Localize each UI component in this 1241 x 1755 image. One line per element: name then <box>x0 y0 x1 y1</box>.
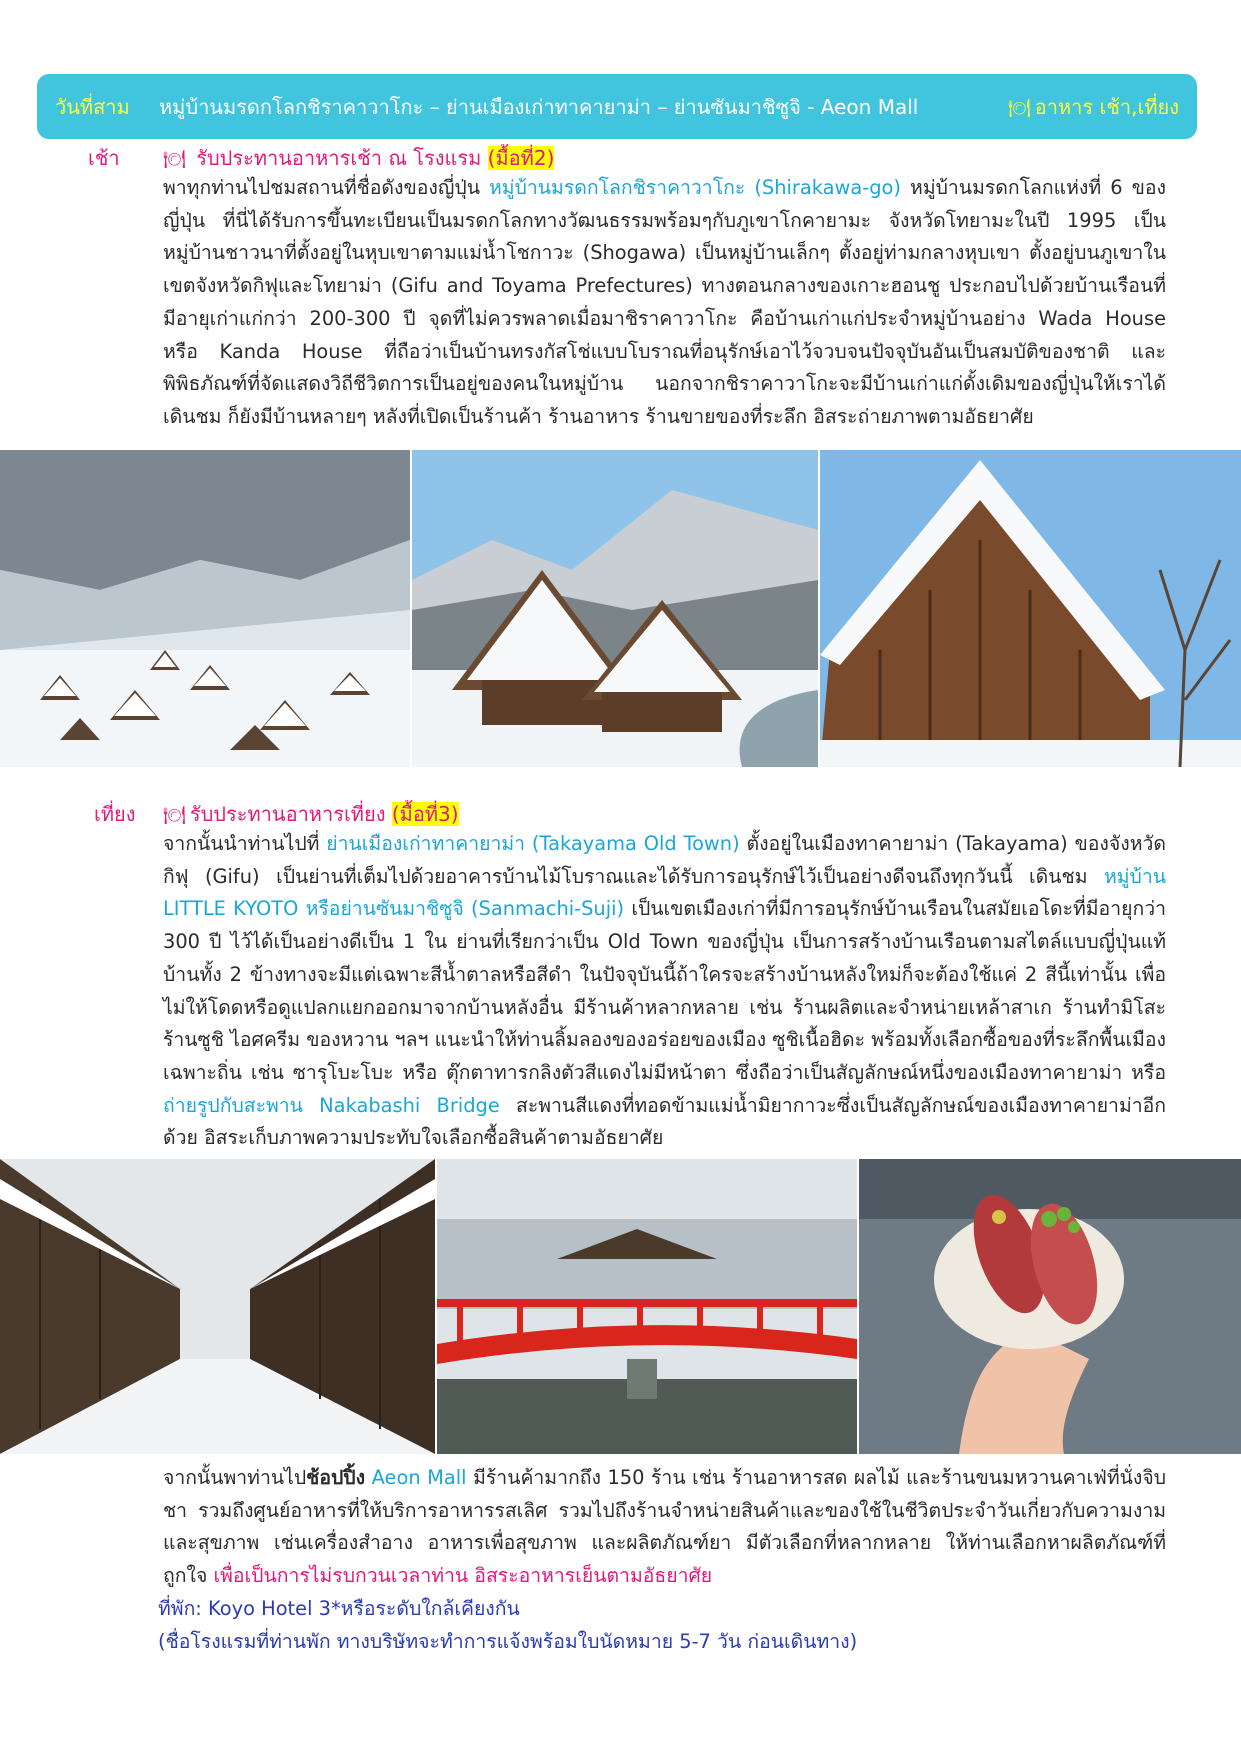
breakfast-text: รับประทานอาหารเช้า ณ โรงแรม <box>196 146 482 170</box>
text-run: พาทุกท่านไปชมสถานที่ชื่อดังของญี่ปุ่น <box>163 176 480 199</box>
shopping-bold: ช้อปปิ้ง <box>306 1466 366 1489</box>
lunch-line <box>163 798 459 830</box>
text-run: หมู่บ้านมรดกโลกแห่งที่ 6 ของญี่ปุ่น ที่นี่ได้รับการขึ้นทะเบียนเป็นมรดกโลกทางวัฒนธรรมพร้อมๆกับภูเขาโกคายามะ จังหวัดโทยามะในปี 1995 เป็นหมู่บ้านชาวนาที่ตั้งอยู่ในหุบเขาตามแม่น้ำโชกาวะ (Shogawa) เป็นหมู่บ้านเล็กๆ ตั้งอยู่ท่ามกลางหุบเขา ตั้งอยู่บนภูเขาในเขตจังหวัดกิฟุและโทยาม่า (Gifu and Toyama Prefectures) ทางตอนกลางของเกาะฮอนชู ประกอบไปด้วยบ้านเรือนที่มีอายุเก่าแก่กว่า 200-300 ปี จุดที่ไม่ควรพลาดเมื่อมาชิราคาวาโกะ คือบ้านเก่าแก่ประจำหมู่บ้านอย่าง Wada House หรือ Kanda House ที่ถือว่าเป็นบ้านทรงกัสโช่แบบโบราณที่อนุรักษ์เอาไว้จวบจนปัจจุบันอันเป็นสมบัติของชาติ และพิพิธภัณฑ์ที่จัดแสดงวิถีชีวิตการเป็นอยู่ของคนในหมู่บ้าน นอกจากชิราคาวาโกะจะมีบ้านเก่าแก่ดั้งเดิมของญี่ปุ่นให้เราได้เดินชม ก็ยังมีบ้านหลายๆ หลังที่เปิดเป็นร้านค้า ร้านอาหาร ร้านขายของที่ระลึก อิสระถ่ายภาพตามอัธยาศัย <box>163 176 1166 428</box>
photo-gassho-houses-river <box>412 450 818 767</box>
meals-text: อาหาร เช้า,เที่ยง <box>1034 94 1179 119</box>
slot-lunch: เที่ยง <box>94 802 136 826</box>
aeon-mall-link: Aeon Mall <box>371 1466 467 1489</box>
lunch-text: รับประทานอาหารเที่ยง <box>189 802 386 826</box>
plate-icon: 🍽 <box>163 805 186 826</box>
aeon-mall-paragraph <box>163 1462 1166 1593</box>
hotel-line: ที่พัก: Koyo Hotel 3*หรือระดับใกล้เคียงกัน <box>158 1597 520 1620</box>
takayama-paragraph <box>163 828 1166 1155</box>
dinner-note: เพื่อเป็นการไม่รบกวนเวลาท่าน อิสระอาหารเย็นตามอัธยาศัย <box>213 1564 713 1588</box>
shirakawa-link: หมู่บ้านมรดกโลกชิราคาวาโกะ (Shirakawa-go) <box>489 176 901 199</box>
sanmachi-suji-link: หมู่บ้าน LITTLE KYOTO หรือย่านซันมาชิซูจิ (Sanmachi-Suji) <box>163 864 1166 921</box>
meals-label <box>1008 91 1179 123</box>
text-run: สะพานสีแดงที่ทอดข้ามแม่น้ำมิยากาวะซึ่งเป็นสัญลักษณ์ของเมืองทาคายาม่าอีกด้วย อิสระเก็บภาพความประทับใจเลือกซื้อสินค้าตามอัธยาศัย <box>163 1093 1166 1150</box>
plate-icon: 🍽 <box>1007 97 1031 119</box>
takayama-old-town-link: ย่านเมืองเก่าทาคายาม่า (Takayama Old Town) <box>326 832 740 855</box>
text-run: จากนั้นนำท่านไปที่ <box>163 832 320 855</box>
text-run: มีร้านค้ามากถึง 150 ร้าน เช่น ร้านอาหารสด ผลไม้ และร้านขนมหวานคาเฟ่ที่นั่งจิบชา รวมถึงศูนย์อาหารที่ให้บริการอาหารรสเลิศ รวมไปถึงร้านจำหน่ายสินค้าและของใช้ในชีวิตประจำวันเกี่ยวกับความงามและสุขภาพ เช่นเครื่องสำอาง อาหารเพื่อสุขภาพ และผลิตภัณฑ์ยา มีตัวเลือกที่หลากหลาย ให้ท่านเลือกหาผลิตภัณฑ์ที่ถูกใจ <box>163 1466 1166 1588</box>
hotel-note: (ชื่อโรงแรมที่ท่านพัก ทางบริษัทจะทำการแจ้งพร้อมใบนัดหมาย 5-7 วัน ก่อนเดินทาง) <box>158 1630 858 1653</box>
slot-morning: เช้า <box>88 146 120 170</box>
text-run: จากนั้นพาท่านไป <box>163 1466 307 1489</box>
day-header-bar <box>37 74 1197 139</box>
meal-number-badge: (มื้อที่3) <box>391 802 459 826</box>
photo-shirakawa-village-aerial <box>0 450 410 767</box>
meal-number-badge: (มื้อที่2) <box>487 146 555 170</box>
nakabashi-bridge-link: ถ่ายรูปกับสะพาน Nakabashi Bridge <box>163 1093 500 1117</box>
text-run: ตั้งอยู่ในเมืองทาคายาม่า (Takayama) ของจังหวัดกิฟุ (Gifu) เป็นย่านที่เต็มไปด้วยอาคารบ้านไม้โบราณและได้รับการอนุรักษ์ไว้เป็นอย่างดีจนถึงทุกวันนี้ เดินชม <box>163 832 1166 888</box>
route-title: หมู่บ้านมรดกโลกชิราคาวาโกะ – ย่านเมืองเก่าทาคายาม่า – ย่านซันมาชิซูจิ - Aeon Mall <box>159 94 919 119</box>
breakfast-line <box>163 142 554 174</box>
photo-takayama-old-street <box>0 1159 435 1454</box>
day-label: วันที่สาม <box>55 94 130 119</box>
shirakawa-paragraph <box>163 172 1166 434</box>
plate-icon: 🍽 <box>163 149 186 170</box>
photo-gassho-house-closeup <box>820 450 1241 767</box>
text-run: เป็นเขตเมืองเก่าที่มีการอนุรักษ์บ้านเรือนในสมัยเอโดะที่มีอายุกว่า 300 ปี ไว้ได้เป็นอย่างดีเป็น 1 ใน ย่านที่เรียกว่าเป็น Old Town ของญี่ปุ่น เป็นการสร้างบ้านเรือนตามสไตล์แบบญี่ปุ่นแท้ บ้านทั้ง 2 ข้างทางจะมีแต่เฉพาะสีน้ำตาลหรือสีดำ ในปัจจุบันนี้ถ้าใครจะสร้างบ้านหลังใหม่ก็จะต้องใช้แค่ 2 สีนี้เท่านั้น เพื่อไม่ให้โดดหรือดูแปลกแยกออกมาจากบ้านหลังอื่น มีร้านค้าหลากหลาย เช่น ร้านผลิตและจำหน่ายเหล้าสาเก ร้านทำมิโสะ ร้านซูชิ ไอศครีม ของหวาน ฯลฯ แนะนำให้ท่านลิ้มลองของอร่อยของเมือง ซูชิเนื้อฮิดะ พร้อมทั้งเลือกซื้อของที่ระลึกพื้นเมืองเฉพาะถิ่น เช่น ซารุโบะโบะ หรือ ตุ๊กตาทารกลิงตัวสีแดงไม่มีหน้าตา ซึ่งถือว่าเป็นสัญลักษณ์หนึ่งของเมืองทาคายาม่า หรือ <box>163 897 1166 1084</box>
photo-hida-beef-sushi <box>859 1159 1241 1454</box>
photo-nakabashi-red-bridge <box>437 1159 857 1454</box>
